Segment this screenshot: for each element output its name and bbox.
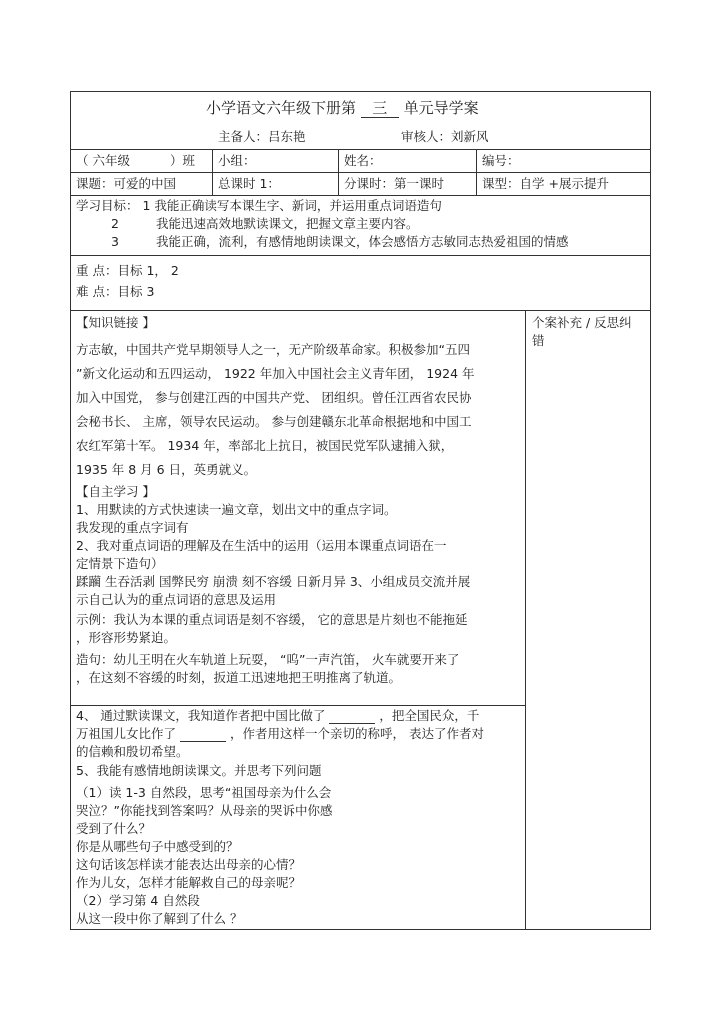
knowledge-line: 1935 年 8 月 6 日，英勇就义。: [76, 462, 257, 477]
task-4-cont: 万祖国儿女比作了 ，作者用这样一个亲切的称呼， 表达了作者对: [76, 726, 484, 741]
task-2: 2、我对重点词语的理解及在生活中的运用（运用本课重点词语在一: [76, 538, 447, 553]
side-note-title: 个案补充 / 反思纠: [532, 315, 632, 330]
knowledge-line: ”新文化运动和五四运动， 1922 年加入中国社会主义青年团， 1924 年: [76, 366, 475, 381]
sentence-line-cont: ，在这刻不容缓的时刻，扳道工迅速地把王明推离了轨道。: [76, 670, 402, 685]
goal-3: 我能正确，流利，有感情地朗读课文，体会感悟方志敏同志热爱祖国的情感: [156, 234, 569, 249]
question-line: 从这一段中你了解到了什么 ？: [76, 911, 243, 926]
column-divider: [338, 149, 339, 195]
goal-2-number: 2: [111, 216, 119, 231]
row-divider: [70, 705, 525, 706]
column-divider: [212, 149, 213, 195]
self-study-heading: 【自主学习 】: [76, 484, 155, 499]
task-1-prompt: 我发现的重点字词有: [76, 520, 189, 535]
period: 分课时：第一课时: [344, 176, 445, 191]
question-line: 作为儿女，怎样才能解救自己的母亲呢？: [76, 875, 302, 890]
task-4: 4、 通过默读课文，我知道作者把中国比做了 ，把全国民众，千: [76, 708, 480, 723]
question-line: （2）学习第 4 自然段: [76, 893, 200, 908]
class-label: ）班: [170, 153, 196, 168]
preparer: 主备人：吕东艳: [218, 129, 306, 144]
name-field: 姓名：: [344, 153, 382, 168]
task-3-cont: 示自己认为的重点词语的意思及运用: [76, 592, 277, 607]
example-line: 示例：我认为本课的重点词语是刻不容缓， 它的意思是片刻也不能拖延: [76, 612, 468, 627]
knowledge-line: 会秘书长、 主席，领导农民运动。 参与创建赣东北革命根据地和中国工: [76, 414, 472, 429]
knowledge-line: 农红军第十军。 1934 年，率部北上抗日，被国民党军队逮捕入狱，: [76, 438, 454, 453]
question-line: 哭泣？”你能找到答案吗？从母亲的哭诉中你感: [76, 803, 333, 818]
row-divider: [70, 149, 651, 150]
task-1: 1、用默读的方式快速读一遍文章，划出文中的重点字词。: [76, 502, 397, 517]
knowledge-line: 加入中国党， 参与创建江西的中国共产党、 团组织。曾任江西省农民协: [76, 390, 472, 405]
goal-1: 学习目标： 1 我能正确读写本课生字、新词，并运用重点词语造句: [76, 198, 442, 213]
row-divider: [70, 172, 651, 173]
question-line: 你是从哪些句子中感受到的？: [76, 839, 239, 854]
goal-2: 我能迅速高效地默读课文，把握文章主要内容。: [156, 216, 419, 231]
goal-3-number: 3: [111, 234, 119, 249]
row-divider: [70, 310, 651, 311]
side-note-title-cont: 错: [532, 333, 545, 348]
column-divider: [525, 310, 526, 930]
row-divider: [70, 195, 651, 196]
difficult-points: 难 点：目标 3: [76, 284, 155, 299]
question-line: 这句话该怎样读才能表达出母亲的心情？: [76, 857, 302, 872]
reviewer: 审核人：刘新风: [401, 129, 489, 144]
row-divider: [70, 255, 651, 256]
lesson-topic: 课题：可爱的中国: [76, 176, 177, 191]
question-line: 受到了什么？: [76, 821, 152, 836]
lesson-type: 课型：自学 +展示提升: [482, 176, 609, 191]
total-periods: 总课时 1：: [218, 176, 280, 191]
example-line-cont: ，形容形势紧迫。: [76, 630, 177, 645]
knowledge-line: 方志敏，中国共产党早期领导人之一，无产阶级革命家。积极参加“五四: [76, 342, 470, 357]
sentence-line: 造句：幼儿王明在火车轨道上玩耍， “呜”一声汽笛， 火车就要开来了: [76, 652, 460, 667]
column-divider: [476, 149, 477, 195]
key-points: 重 点：目标 1， 2: [76, 263, 179, 278]
task-2-cont: 定情景下造句）: [76, 556, 164, 571]
page-title: 小学语文六年级下册第 三 单元导学案: [206, 99, 479, 117]
task-4-end: 的信赖和殷切希望。: [76, 744, 189, 759]
grade-label: （ 六年级: [76, 153, 130, 168]
vocab-line: 蹂躏 生吞活剥 国弊民穷 崩溃 刻不容缓 日新月异 3、小组成员交流并展: [76, 574, 471, 589]
group-field: 小组：: [218, 153, 256, 168]
knowledge-heading: 【知识链接 】: [76, 315, 155, 330]
task-5: 5、我能有感情地朗读课文。并思考下列问题: [76, 763, 322, 778]
question-line: （1）读 1-3 自然段，思考“祖国母亲为什么会: [76, 785, 332, 800]
number-field: 编号：: [482, 153, 520, 168]
